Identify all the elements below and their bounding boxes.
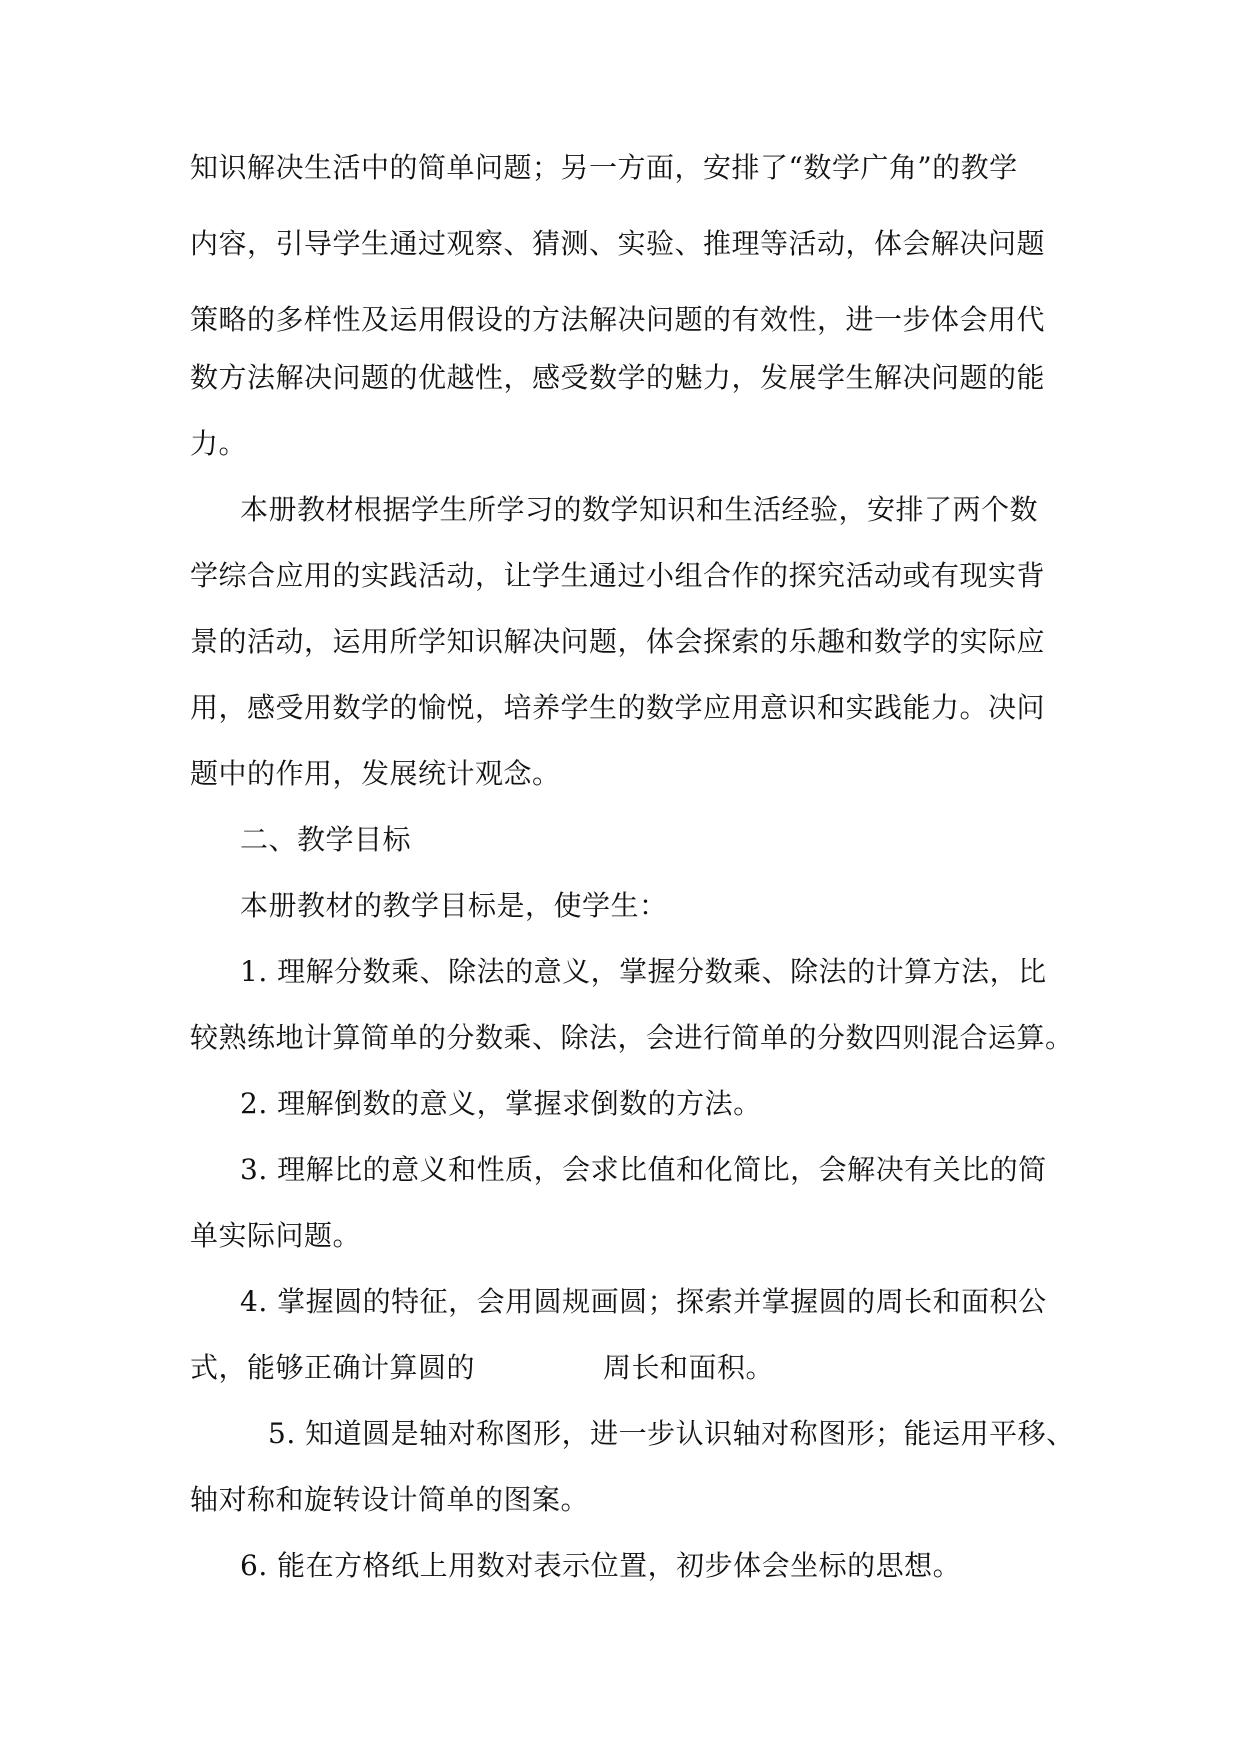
paragraph-line: 学综合应用的实践活动，让学生通过小组合作的探究活动或有现实背 [190,559,1046,592]
list-item-text: 周长和面积。 [603,1351,775,1384]
paragraph-line: 题中的作用，发展统计观念。 [190,757,561,790]
paragraph-line: 用，感受用数学的愉悦，培养学生的数学应用意识和实践能力。决问 [190,691,1046,724]
paragraph-line: 本册教材根据学生所学习的数学知识和生活经验，安排了两个数 [240,493,1039,526]
section-heading: 二、教学目标 [240,823,412,856]
list-item-line: 单实际问题。 [190,1219,362,1252]
paragraph-line: 内容，引导学生通过观察、猜测、实验、推理等活动，体会解决问题 [190,227,1046,260]
paragraph-line: 数方法解决问题的优越性，感受数学的魅力，发展学生解决问题的能 [190,361,1046,394]
list-item-line: 4. 掌握圆的特征，会用圆规画圆；探索并掌握圆的周长和面积公 [240,1285,1047,1318]
list-item-line [190,1348,774,1388]
paragraph-line: 力。 [190,427,248,460]
paragraph-line: 策略的多样性及运用假设的方法解决问题的有效性，进一步体会用代 [190,303,1046,336]
list-item-line: 2. 理解倒数的意义，掌握求倒数的方法。 [240,1087,762,1120]
paragraph-line: 本册教材的教学目标是，使学生： [240,889,668,922]
list-item-line: 1. 理解分数乘、除法的意义，掌握分数乘、除法的计算方法，比 [240,955,1047,988]
list-item-line: 轴对称和旋转设计简单的图案。 [190,1483,590,1516]
list-item-text: 式，能够正确计算圆的 [190,1351,476,1384]
list-item-line: 较熟练地计算简单的分数乘、除法，会进行简单的分数四则混合运算。 [190,1021,1074,1054]
list-item-line: 3. 理解比的意义和性质，会求比值和化简比，会解决有关比的简 [240,1153,1047,1186]
paragraph-line: 景的活动，运用所学知识解决问题，体会探索的乐趣和数学的实际应 [190,625,1046,658]
paragraph-line: 知识解决生活中的简单问题；另一方面，安排了“数学广角”的教学 [190,151,1018,184]
list-item-line: 5. 知道圆是轴对称图形，进一步认识轴对称图形；能运用平移、 [268,1417,1075,1450]
list-item-line: 6. 能在方格纸上用数对表示位置，初步体会坐标的思想。 [240,1549,962,1582]
